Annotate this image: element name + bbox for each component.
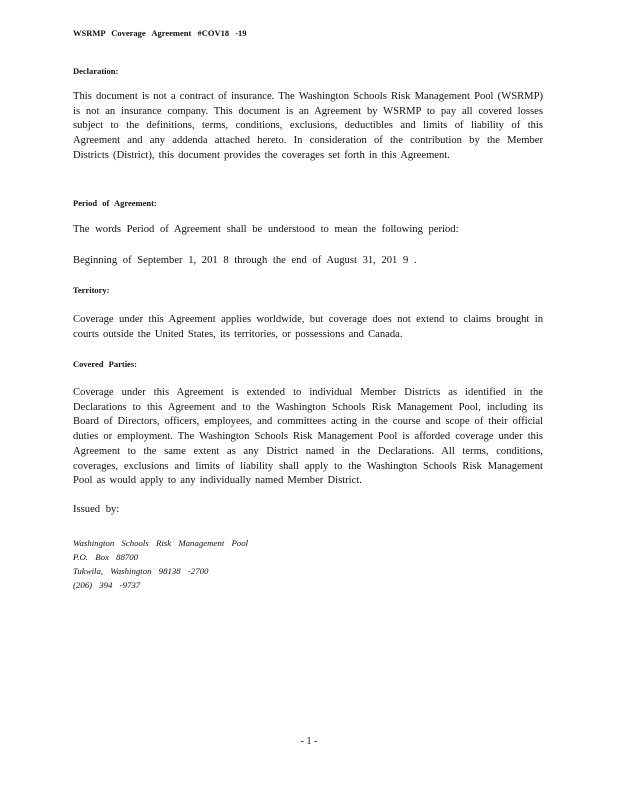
document-page [73, 0, 543, 800]
declaration-paragraph: This document is not a contract of insurance. The Washington Schools Risk Management Pool (WSRMP) is not an insurance company. This document is an Agreement by WSRMP to pay all covered losses subject to the definitions, terms, conditions, exclusions, deductibles and limits of liability of this Agreement and any addenda attached hereto. In consideration of the contribution by the Member Districts (District), this document provides the coverages set forth in this Agreement. [73, 91, 543, 161]
territory-paragraph: Coverage under this Agreement applies worldwide, but coverage does not extend to claims brought in courts outside the United States, its territories, or possessions and Canada. [73, 314, 543, 340]
declaration-heading: Declaration: [73, 66, 119, 76]
period-heading: Period of Agreement: [73, 198, 157, 208]
period-range-text: Beginning of September 1, 201 8 through the end of August 31, 201 9 . [73, 255, 417, 266]
issuer-city: Tukwila, Washington 98138 -2700 [73, 566, 209, 576]
covered-parties-paragraph: Coverage under this Agreement is extended to individual Member Districts as identified in the Declarations to this Agreement and to the Washington Schools Risk Management Pool, including its Board of Directors, officers, employees, and committees acting in the course and scope of their official duties or employment. The Washington Schools Risk Management Pool is afforded coverage under this Agreement to the same extent as any District named in the Declarations. All terms, conditions, coverages, exclusions and limits of liability shall apply to the Washington Schools Risk Management Pool as would apply to any individually named Member District. [73, 387, 543, 487]
issued-by-label: Issued by: [73, 504, 120, 515]
issuer-po-box: P.O. Box 88700 [73, 552, 139, 562]
covered-parties-heading: Covered Parties: [73, 359, 137, 369]
territory-heading: Territory: [73, 285, 110, 295]
issuer-name: Washington Schools Risk Management Pool [73, 538, 249, 548]
issuer-phone: (206) 394 -9737 [73, 580, 141, 590]
document-header-title: WSRMP Coverage Agreement #COV18 -19 [73, 28, 247, 38]
issuer-address-block [73, 536, 248, 592]
period-intro-text: The words Period of Agreement shall be understood to mean the following period: [73, 224, 459, 235]
page-number: - 1 - [300, 736, 318, 747]
